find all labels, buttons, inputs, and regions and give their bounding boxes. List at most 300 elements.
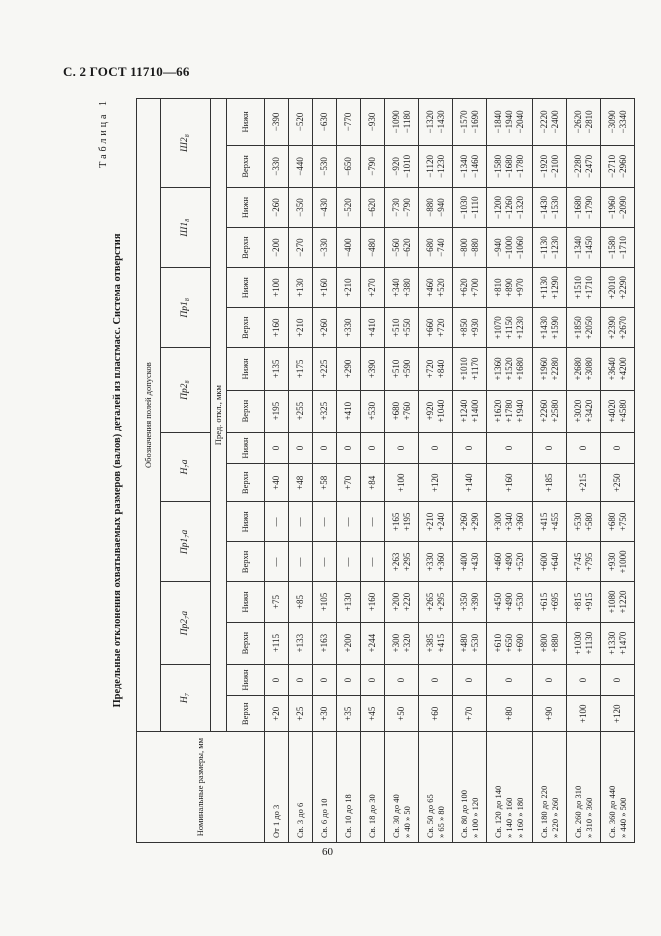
lower-deviation-header: Нижн <box>227 188 265 228</box>
value-cell <box>533 696 567 732</box>
value-cell <box>289 99 313 146</box>
size-header: Номинальные размеры, мм <box>137 732 265 843</box>
value-line: +300 <box>390 633 401 653</box>
value-line: +490 <box>504 592 514 612</box>
value-cell <box>453 696 487 732</box>
value-line: −740 <box>435 238 446 257</box>
value-line: +640 <box>549 552 560 572</box>
value-line: +920 <box>424 401 435 421</box>
lower-deviation-header: Нижн <box>227 582 265 622</box>
value-line: +70 <box>343 475 353 490</box>
size-line: » 160 » 180 <box>515 797 525 838</box>
value-cell <box>487 308 533 348</box>
value-cell <box>487 664 533 696</box>
value-cell <box>419 502 453 542</box>
size-line: Св. 80 до 100 <box>458 789 469 838</box>
value-line: +255 <box>295 401 305 421</box>
value-cell <box>533 228 567 268</box>
value-line: +880 <box>549 633 560 653</box>
value-line: −650 <box>343 157 353 176</box>
value-line: −1430 <box>435 110 446 134</box>
value-line: +1240 <box>458 399 469 423</box>
value-line: +455 <box>549 512 560 532</box>
value-cell <box>313 622 337 664</box>
value-cell <box>265 582 289 622</box>
value-cell <box>337 622 361 664</box>
value-line: +2260 <box>538 399 549 423</box>
value-cell <box>289 308 313 348</box>
value-cell <box>533 502 567 542</box>
value-line: −1450 <box>583 236 594 260</box>
value-line: +240 <box>435 512 446 532</box>
value-cell <box>385 542 419 582</box>
value-line: −1200 <box>493 196 503 220</box>
value-cell <box>601 664 635 696</box>
value-cell <box>361 622 385 664</box>
value-cell <box>487 268 533 308</box>
value-cell <box>487 696 533 732</box>
value-line: +1470 <box>617 631 628 655</box>
value-cell <box>453 268 487 308</box>
value-line: −770 <box>343 112 353 132</box>
size-cell <box>533 732 567 843</box>
value-line: +520 <box>435 278 446 297</box>
size-line: Св. 18 до 30 <box>367 794 377 838</box>
value-line: +930 <box>606 552 617 572</box>
size-line: » 65 » 80 <box>435 806 446 838</box>
value-line: +1510 <box>572 276 583 300</box>
value-line: 0 <box>367 445 377 451</box>
value-cell <box>289 582 313 622</box>
value-line: +130 <box>295 278 305 297</box>
fields-header: Обозначения полей допусков <box>137 99 161 732</box>
value-line: +120 <box>612 704 622 724</box>
value-line: −620 <box>401 238 412 257</box>
value-cell <box>567 268 601 308</box>
value-cell <box>289 432 313 464</box>
value-line: 0 <box>430 445 440 451</box>
value-cell <box>487 390 533 432</box>
size-line: Св. 10 до 18 <box>343 794 353 838</box>
size-cell <box>361 732 385 843</box>
value-cell <box>385 502 419 542</box>
value-line: +930 <box>469 318 480 338</box>
value-line: +325 <box>319 401 329 421</box>
value-cell <box>601 99 635 146</box>
value-cell <box>337 268 361 308</box>
value-line: +163 <box>319 633 329 653</box>
value-cell <box>313 464 337 502</box>
value-line: +1030 <box>572 631 583 655</box>
value-line: +720 <box>435 318 446 338</box>
lower-deviation-header: Нижн <box>227 502 265 542</box>
value-line: +410 <box>367 318 377 338</box>
value-line: +120 <box>430 473 440 493</box>
field-group-header: Пр2₇а <box>161 582 211 664</box>
value-line: −520 <box>295 112 305 132</box>
size-cell <box>601 732 635 843</box>
tolerance-table <box>136 98 635 843</box>
value-line: +1710 <box>583 276 594 300</box>
value-line: −1840 <box>493 110 503 134</box>
table-row <box>313 99 337 843</box>
value-cell <box>265 188 289 228</box>
value-line: +450 <box>493 592 503 612</box>
value-cell <box>361 99 385 146</box>
value-cell <box>361 188 385 228</box>
value-cell <box>453 228 487 268</box>
value-cell <box>533 622 567 664</box>
value-cell <box>361 268 385 308</box>
value-cell <box>419 542 453 582</box>
value-cell <box>567 696 601 732</box>
value-line: +160 <box>319 278 329 297</box>
size-line: Св. 360 до 440 <box>606 785 617 838</box>
value-cell <box>289 622 313 664</box>
value-cell <box>385 696 419 732</box>
value-cell <box>567 502 601 542</box>
value-line: — <box>343 517 353 527</box>
value-line: −1530 <box>549 196 560 220</box>
value-cell <box>385 268 419 308</box>
table-row <box>601 99 635 843</box>
value-line: 0 <box>544 445 554 451</box>
value-cell <box>487 99 533 146</box>
value-line: +1400 <box>469 399 480 423</box>
value-line: +2390 <box>606 316 617 340</box>
upper-deviation-header: Верхн <box>227 145 265 187</box>
field-group-header: Н₇а <box>161 432 211 502</box>
value-line: −1680 <box>572 196 583 220</box>
value-line: 0 <box>464 445 474 451</box>
lower-deviation-header: Нижн <box>227 99 265 146</box>
value-line: +290 <box>343 359 353 379</box>
value-line: +340 <box>390 278 401 297</box>
value-line: −1940 <box>504 110 514 134</box>
lower-deviation-header: Нижн <box>227 268 265 308</box>
value-cell <box>601 542 635 582</box>
value-cell <box>533 464 567 502</box>
value-cell <box>601 622 635 664</box>
value-line: −1320 <box>515 196 525 220</box>
value-cell <box>533 582 567 622</box>
value-line: — <box>271 557 281 567</box>
value-cell <box>453 99 487 146</box>
value-line: −1920 <box>538 154 549 178</box>
value-line: −1340 <box>458 154 469 178</box>
value-line: −1230 <box>435 154 446 178</box>
value-line: +84 <box>367 475 377 490</box>
value-line: 0 <box>319 445 329 451</box>
value-line: +1520 <box>504 357 514 381</box>
value-line: +840 <box>435 359 446 379</box>
value-cell <box>313 268 337 308</box>
value-cell <box>337 228 361 268</box>
value-line: +1000 <box>617 550 628 574</box>
value-line: −790 <box>367 157 377 176</box>
value-cell <box>265 308 289 348</box>
value-line: +48 <box>295 475 305 490</box>
upper-deviation-header: Верхн <box>227 464 265 502</box>
value-line: +650 <box>504 633 514 653</box>
value-cell <box>337 696 361 732</box>
value-line: +1590 <box>549 316 560 340</box>
value-line: +1940 <box>515 399 525 423</box>
value-line: +200 <box>343 633 353 653</box>
value-line: +210 <box>343 278 353 297</box>
value-cell <box>419 268 453 308</box>
value-cell <box>265 432 289 464</box>
value-line: +265 <box>424 592 435 612</box>
value-cell <box>419 99 453 146</box>
value-line: +795 <box>583 552 594 572</box>
value-cell <box>337 99 361 146</box>
value-line: +615 <box>538 592 549 612</box>
value-cell <box>567 582 601 622</box>
value-cell <box>385 390 419 432</box>
table-row <box>533 99 567 843</box>
value-line: −1320 <box>424 110 435 134</box>
value-line: +490 <box>504 552 514 572</box>
value-cell <box>313 664 337 696</box>
value-cell <box>601 696 635 732</box>
value-cell <box>265 696 289 732</box>
value-cell <box>453 432 487 464</box>
value-cell <box>361 664 385 696</box>
value-cell <box>337 464 361 502</box>
value-line: −440 <box>295 157 305 176</box>
value-cell <box>385 228 419 268</box>
value-cell <box>265 228 289 268</box>
size-line: » 40 » 50 <box>401 806 412 838</box>
value-cell <box>419 145 453 187</box>
value-cell <box>533 188 567 228</box>
value-line: −1000 <box>504 236 514 260</box>
size-line: Св. 260 до 310 <box>572 785 583 838</box>
value-line: 0 <box>319 677 329 683</box>
value-cell <box>361 228 385 268</box>
value-line: +175 <box>295 359 305 379</box>
value-cell <box>453 622 487 664</box>
value-line: +720 <box>424 359 435 379</box>
size-line: » 100 » 120 <box>469 797 480 838</box>
value-line: +260 <box>319 318 329 338</box>
value-line: — <box>271 517 281 527</box>
value-line: −530 <box>319 157 329 176</box>
value-line: −350 <box>295 198 305 217</box>
value-cell <box>289 228 313 268</box>
size-cell <box>419 732 453 843</box>
value-line: −940 <box>435 198 446 217</box>
deviation-header: Пред. откл., мкм <box>211 99 227 732</box>
value-line: −480 <box>367 238 377 257</box>
value-line: −800 <box>458 238 469 257</box>
size-cell <box>337 732 361 843</box>
value-line: +750 <box>617 512 628 532</box>
value-cell <box>533 432 567 464</box>
value-line: −1110 <box>469 196 480 219</box>
value-cell <box>567 464 601 502</box>
value-cell <box>289 696 313 732</box>
value-cell <box>487 464 533 502</box>
value-cell <box>337 390 361 432</box>
value-line: +530 <box>515 592 525 612</box>
value-cell <box>601 390 635 432</box>
value-line: +185 <box>544 473 554 493</box>
value-line: +460 <box>424 278 435 297</box>
value-cell <box>361 464 385 502</box>
value-cell <box>567 308 601 348</box>
value-line: +330 <box>424 552 435 572</box>
value-line: +85 <box>295 594 305 610</box>
value-line: 0 <box>504 445 514 451</box>
value-cell <box>313 542 337 582</box>
value-line: +3080 <box>583 357 594 381</box>
value-line: +460 <box>493 552 503 572</box>
value-line: −1690 <box>469 110 480 134</box>
value-line: +2280 <box>549 357 560 381</box>
value-line: +1290 <box>549 276 560 300</box>
value-cell <box>265 664 289 696</box>
value-line: −790 <box>401 198 412 217</box>
value-cell <box>337 348 361 390</box>
value-line: +680 <box>606 512 617 532</box>
upper-deviation-header: Верхн <box>227 696 265 732</box>
value-line: +165 <box>390 512 401 532</box>
value-line: +100 <box>396 473 406 493</box>
value-line: +1780 <box>504 399 514 423</box>
value-cell <box>487 542 533 582</box>
value-line: −2810 <box>583 110 594 134</box>
value-cell <box>487 622 533 664</box>
table-row <box>453 99 487 843</box>
value-line: +20 <box>271 706 281 721</box>
value-line: −2040 <box>515 110 525 134</box>
table-row <box>567 99 601 843</box>
value-cell <box>385 188 419 228</box>
value-line: +400 <box>458 552 469 572</box>
value-line: −930 <box>367 112 377 132</box>
page-header: С. 2 ГОСТ 11710—66 <box>63 64 190 79</box>
value-line: +70 <box>464 706 474 721</box>
value-line: +1360 <box>493 357 503 381</box>
value-line: +1010 <box>458 357 469 381</box>
value-cell <box>265 348 289 390</box>
value-line: +850 <box>458 318 469 338</box>
value-line: +530 <box>572 512 583 532</box>
value-line: −330 <box>271 157 281 176</box>
size-cell <box>385 732 419 843</box>
value-line: −1130 <box>538 236 549 260</box>
value-cell <box>337 145 361 187</box>
value-line: +380 <box>401 278 412 297</box>
value-line: +210 <box>424 512 435 532</box>
value-line: +680 <box>390 401 401 421</box>
size-line: От 1 до 3 <box>271 804 281 838</box>
value-line: +75 <box>271 594 281 610</box>
value-cell <box>289 664 313 696</box>
value-line: −330 <box>319 238 329 257</box>
value-line: 0 <box>396 445 406 451</box>
value-cell <box>533 308 567 348</box>
value-line: +130 <box>343 592 353 612</box>
value-line: +815 <box>572 592 583 612</box>
value-line: −2100 <box>549 154 560 178</box>
value-line: −2620 <box>572 110 583 134</box>
size-line: Св. 30 до 40 <box>390 794 401 838</box>
value-line: +35 <box>343 706 353 721</box>
value-cell <box>361 348 385 390</box>
value-line: −1030 <box>458 196 469 220</box>
value-cell <box>533 268 567 308</box>
value-cell <box>601 464 635 502</box>
value-line: −680 <box>424 238 435 257</box>
value-cell <box>419 390 453 432</box>
value-line: +4020 <box>606 399 617 423</box>
value-line: −1960 <box>606 196 617 220</box>
value-line: +1330 <box>606 631 617 655</box>
value-cell <box>289 268 313 308</box>
size-cell <box>289 732 313 843</box>
value-line: +510 <box>390 318 401 338</box>
value-cell <box>385 145 419 187</box>
value-line: +2010 <box>606 276 617 300</box>
value-cell <box>313 188 337 228</box>
value-cell <box>487 188 533 228</box>
size-cell <box>265 732 289 843</box>
value-line: −1180 <box>401 110 412 134</box>
value-line: 0 <box>578 677 588 683</box>
value-cell <box>567 348 601 390</box>
value-cell <box>385 348 419 390</box>
value-line: +100 <box>578 704 588 724</box>
value-line: −920 <box>390 157 401 176</box>
value-line: −270 <box>295 238 305 257</box>
value-cell <box>313 432 337 464</box>
value-line: +695 <box>549 592 560 612</box>
value-line: −1460 <box>469 154 480 178</box>
value-cell <box>337 432 361 464</box>
table-row <box>289 99 313 843</box>
value-line: — <box>343 557 353 567</box>
value-line: −1580 <box>493 154 503 178</box>
value-line: +30 <box>319 706 329 721</box>
value-cell <box>567 188 601 228</box>
value-cell <box>487 432 533 464</box>
value-cell <box>419 308 453 348</box>
value-cell <box>419 348 453 390</box>
value-line: +915 <box>583 592 594 612</box>
value-line: +80 <box>504 706 514 721</box>
value-cell <box>337 664 361 696</box>
value-line: +690 <box>515 633 525 653</box>
value-cell <box>337 582 361 622</box>
value-line: +2050 <box>583 316 594 340</box>
value-cell <box>313 99 337 146</box>
value-cell <box>453 664 487 696</box>
value-line: −260 <box>271 198 281 217</box>
value-line: +244 <box>367 633 377 653</box>
value-cell <box>567 664 601 696</box>
value-cell <box>601 308 635 348</box>
value-line: +660 <box>424 318 435 338</box>
size-cell <box>453 732 487 843</box>
value-cell <box>453 502 487 542</box>
value-cell <box>419 228 453 268</box>
size-cell <box>313 732 337 843</box>
value-line: +2290 <box>617 276 628 300</box>
value-cell <box>453 582 487 622</box>
